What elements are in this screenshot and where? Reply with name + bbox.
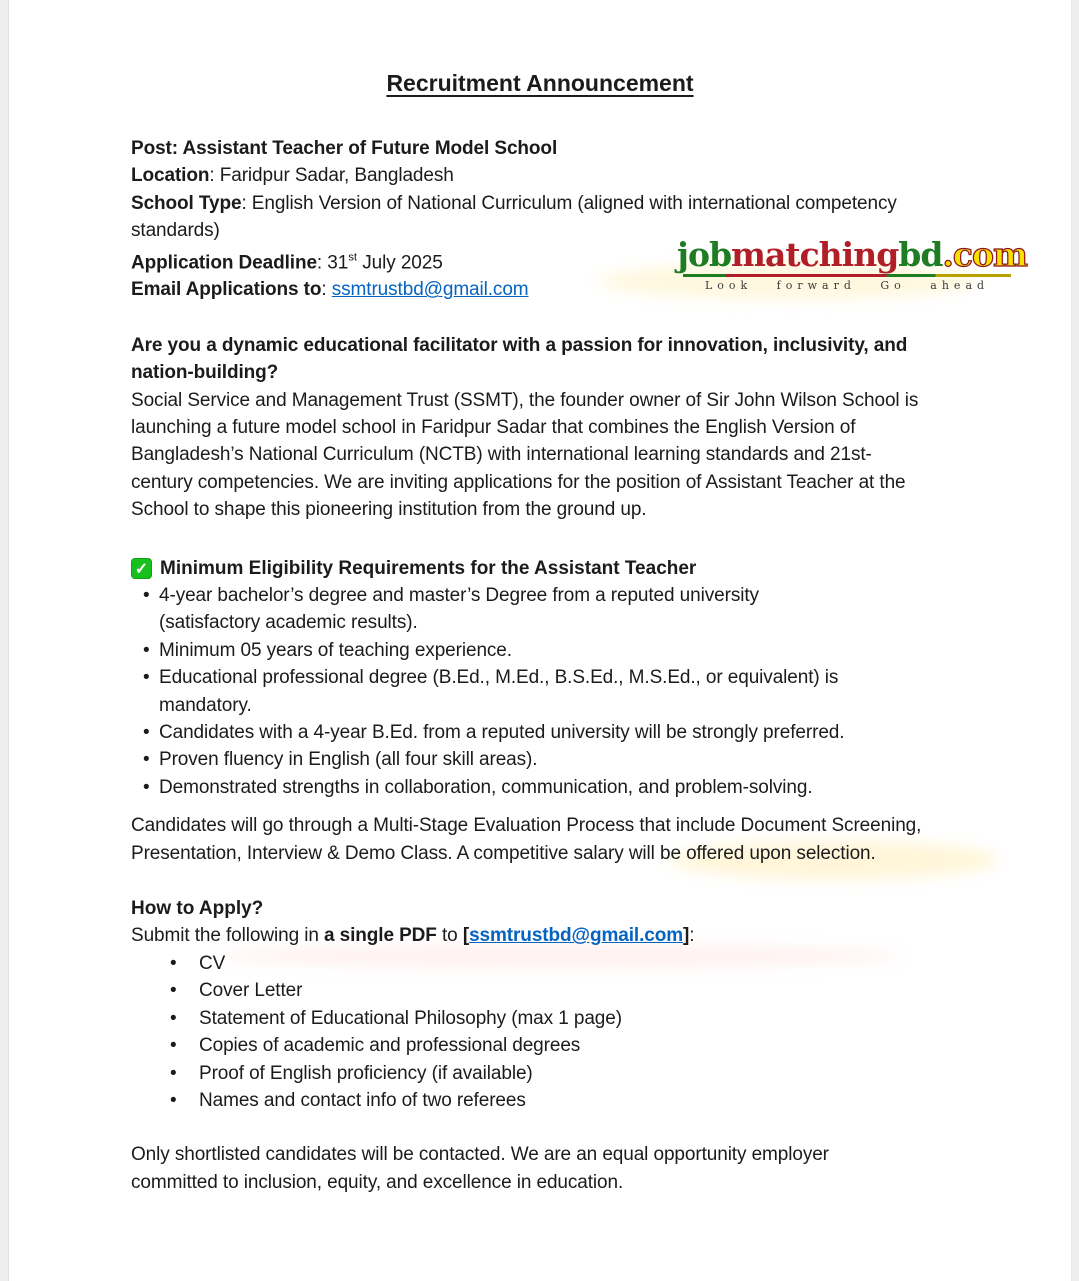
text-segment: Only shortlisted candidates will be contacted. We are an equal opportunity employer — [131, 1144, 829, 1166]
text-segment: Educational professional degree (B.Ed., M.Ed., B.S.Ed., M.S.Ed., or equivalent) is — [159, 667, 839, 689]
text-line — [131, 719, 1031, 746]
text-segment: a single PDF — [323, 925, 437, 947]
bullet-icon: • — [143, 667, 150, 689]
text-segment: Proof of English proficiency (if available) — [199, 1062, 533, 1084]
text-segment: Presentation, Interview & Demo Class. A competitive salary will be offered upon selection. — [131, 842, 876, 864]
text-segment: : 31 — [316, 251, 349, 273]
text-line — [131, 1005, 1031, 1032]
text-segment: Are you a dynamic educational facilitator with a passion for innovation, inclusivity, and — [131, 334, 908, 356]
logo-part-matching: matching — [731, 235, 899, 274]
text-segment: : — [689, 925, 695, 947]
closing-paragraph — [131, 1141, 1031, 1196]
text-segment: Statement of Educational Philosophy (max 1 page) — [199, 1007, 622, 1029]
bullet-icon: • — [143, 776, 150, 798]
eligibility-heading — [131, 555, 1031, 582]
text-line — [131, 276, 1031, 303]
logo-tagline: Look forward Go ahead — [704, 278, 990, 292]
text-line — [131, 1169, 1031, 1196]
email-link[interactable]: ssmtrustbd@gmail.com — [331, 279, 529, 301]
green-check-icon: ✓ — [131, 558, 152, 579]
bullet-icon: • — [143, 749, 150, 771]
text-segment: : — [321, 279, 332, 301]
application-items-list — [131, 950, 1031, 1114]
text-segment: mandatory. — [159, 694, 252, 716]
text-line — [131, 441, 1031, 468]
text-segment: Proven fluency in English (all four skill areas). — [159, 749, 538, 771]
text-segment: Location — [131, 165, 210, 187]
evaluation-paragraph — [131, 812, 1031, 867]
text-line — [131, 774, 1031, 801]
text-segment: July 2025 — [357, 251, 443, 273]
bullet-icon: • — [170, 952, 177, 974]
text-segment: School to shape this pioneering institution from the ground up. — [131, 499, 647, 521]
text-line — [131, 1032, 1031, 1059]
text-line — [131, 162, 1031, 189]
text-segment: Names and contact info of two referees — [199, 1089, 526, 1111]
text-segment: Submit the following in — [131, 925, 324, 947]
how-to-apply-heading: How to Apply? — [131, 898, 264, 920]
bullet-icon: • — [143, 639, 150, 661]
text-segment: Candidates with a 4-year B.Ed. from a reputed university will be strongly preferred. — [159, 722, 845, 744]
text-line — [131, 245, 1031, 277]
bullet-icon: • — [170, 1035, 177, 1057]
text-segment: nation-building? — [131, 362, 279, 384]
bullet-icon: • — [170, 1089, 177, 1111]
text-segment: to — [436, 925, 463, 947]
text-line — [131, 217, 1031, 244]
text-line — [131, 812, 1031, 839]
text-segment: ] — [683, 925, 690, 947]
text-line — [131, 332, 1031, 359]
text-segment: launching a future model school in Faridpur Sadar that combines the English Version of — [131, 416, 856, 438]
text-line — [131, 469, 1031, 496]
eligibility-list — [131, 582, 1031, 801]
text-segment: Bangladesh’s National Curriculum (NCTB) with international learning standards and 21st- — [131, 444, 872, 466]
bullet-icon: • — [170, 1062, 177, 1084]
text-segment: Copies of academic and professional degrees — [199, 1035, 581, 1057]
logo-part-job: job — [677, 235, 732, 274]
bullet-icon: • — [170, 980, 177, 1002]
text-segment: 4-year bachelor’s degree and master’s Degree from a reputed university — [159, 585, 759, 607]
text-line — [131, 414, 1031, 441]
document-content — [9, 135, 1071, 1196]
text-segment: Social Service and Management Trust (SSMT), the founder owner of Sir John Wilson School is — [131, 389, 919, 411]
text-segment: st — [348, 251, 358, 264]
text-segment: : Faridpur Sadar, Bangladesh — [209, 165, 454, 187]
logo-part-com: .com — [942, 235, 1027, 274]
text-line — [131, 609, 1031, 636]
text-line — [131, 922, 1031, 949]
bullet-icon: • — [143, 585, 150, 607]
text-segment: School Type — [131, 192, 242, 214]
bullet-icon: • — [143, 722, 150, 744]
text-line — [131, 135, 1031, 162]
submit-instruction — [131, 922, 1031, 949]
intro-paragraph — [131, 332, 1031, 524]
text-segment: Post: Assistant Teacher of Future Model School — [131, 138, 558, 159]
text-segment: Application Deadline — [131, 251, 317, 273]
text-line — [131, 582, 1031, 609]
text-segment: Minimum 05 years of teaching experience. — [159, 639, 512, 661]
text-line — [131, 1060, 1031, 1087]
text-line — [131, 359, 1031, 386]
text-line — [131, 1141, 1031, 1168]
text-segment: : English Version of National Curriculum (aligned with international competency — [241, 192, 897, 214]
text-line — [131, 692, 1031, 719]
text-segment: CV — [199, 952, 226, 974]
text-line — [131, 950, 1031, 977]
bullet-icon: • — [170, 1007, 177, 1029]
text-line — [131, 664, 1031, 691]
text-line — [131, 1087, 1031, 1114]
text-line — [131, 977, 1031, 1004]
text-segment: Cover Letter — [199, 980, 303, 1002]
text-segment: committed to inclusion, equity, and excellence in education. — [131, 1171, 624, 1193]
text-segment: [ — [462, 925, 470, 947]
text-line — [131, 746, 1031, 773]
email-link[interactable]: ssmtrustbd@gmail.com — [469, 925, 684, 947]
text-segment: Email Applications to — [131, 279, 322, 301]
text-line — [131, 840, 1031, 867]
text-segment: century competencies. We are inviting applications for the position of Assistant Teacher at the — [131, 471, 906, 493]
text-line — [131, 190, 1031, 217]
text-segment: standards) — [131, 220, 220, 242]
text-segment: Candidates will go through a Multi-Stage Evaluation Process that include Document Screening, — [131, 815, 922, 837]
text-segment: Demonstrated strengths in collaboration, communication, and problem-solving. — [159, 776, 813, 798]
header-block — [131, 135, 1031, 304]
logo-part-bd: bd — [898, 235, 943, 274]
eligibility-heading-text: Minimum Eligibility Requirements for the Assistant Teacher — [160, 557, 697, 579]
text-segment: (satisfactory academic results). — [159, 612, 418, 634]
document-page — [8, 0, 1072, 1281]
text-line — [131, 496, 1031, 523]
text-line — [131, 637, 1031, 664]
page-title: Recruitment Announcement — [386, 70, 694, 96]
text-line — [131, 387, 1031, 414]
